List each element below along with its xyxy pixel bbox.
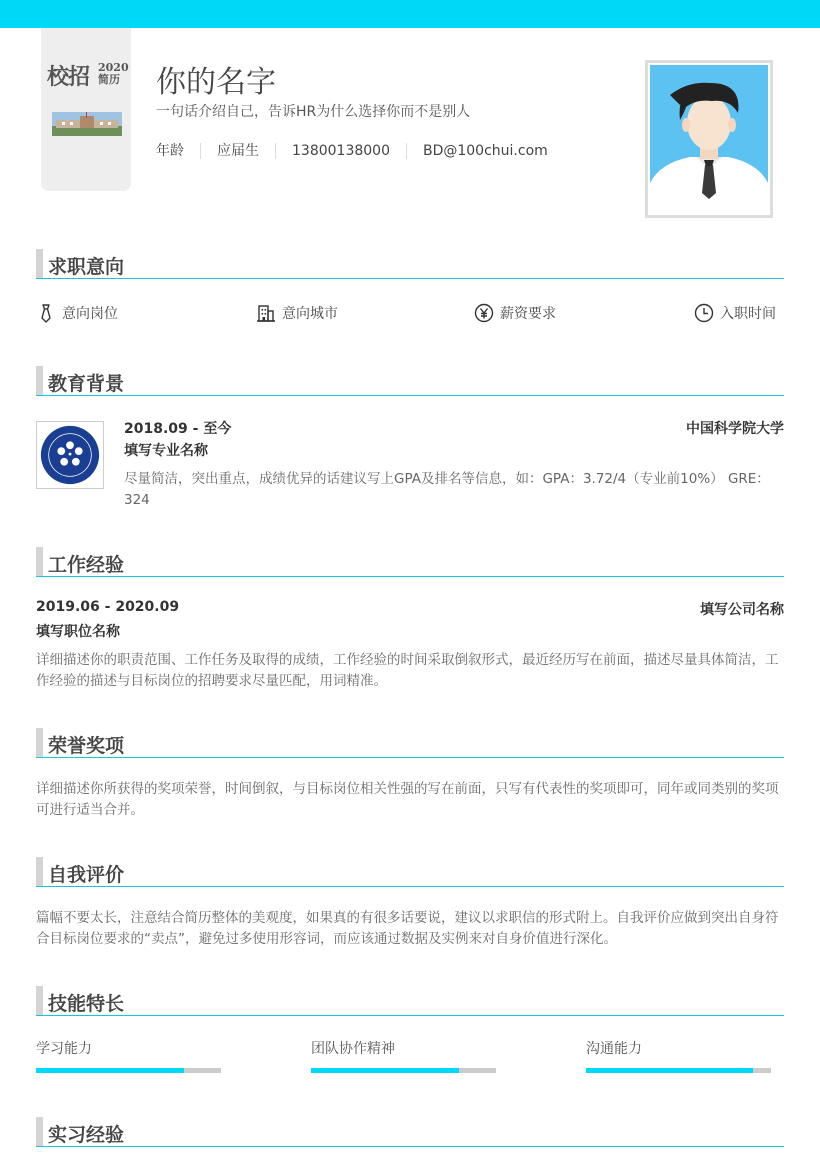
self-evaluation-description: 篇幅不要太长，注意结合简历整体的美观度，如果真的有很多话要说，建议以求职信的形式附上。自我评价应做到突出自身符合目标岗位要求的“卖点”，避免过多使用形容词，而应该通过数据及实例来对自身价值进行深化。 xyxy=(36,910,779,947)
skill-label: 团队协作精神 xyxy=(311,1041,395,1057)
contact-info-row xyxy=(156,143,564,159)
work-period: 2019.06 - 2020.09 xyxy=(36,599,180,615)
skill-bar xyxy=(586,1068,771,1073)
intent-salary-label: 薪资要求 xyxy=(500,306,556,322)
intent-position-label: 意向岗位 xyxy=(62,306,118,322)
info-status: 应届生 xyxy=(200,143,275,159)
section-marker xyxy=(36,366,43,395)
work-position: 填写职位名称 xyxy=(36,624,120,640)
section-heading: 技能特长 xyxy=(48,993,125,1015)
candidate-name: 你的名字 xyxy=(156,65,276,100)
skill-label: 沟通能力 xyxy=(586,1041,642,1057)
section-marker xyxy=(36,249,43,278)
info-email: BD@100chui.com xyxy=(406,143,564,159)
skill-bar-fill xyxy=(586,1068,753,1073)
skill-bar xyxy=(311,1068,496,1073)
university-logo xyxy=(36,421,104,489)
education-major: 填写专业名称 xyxy=(124,443,208,459)
candidate-intro: 一句话介绍自己，告诉HR为什么选择你而不是别人 xyxy=(156,104,471,120)
info-age: 年龄 xyxy=(156,143,184,159)
work-description: 详细描述你的职责范围、工作任务及取得的成绩，工作经验的时间采取倒叙形式，最近经历写在前面，描述尽量具体简洁，工作经验的描述与目标岗位的招聘要求尽量匹配，用词精准。 xyxy=(36,652,779,689)
badge-logo-side xyxy=(98,62,128,86)
section-title-internship xyxy=(36,1117,784,1147)
section-heading: 工作经验 xyxy=(48,554,125,576)
intent-salary xyxy=(474,303,556,323)
section-title-education xyxy=(36,366,784,396)
section-title-honors xyxy=(36,728,784,758)
badge-logo-sub: 简历 xyxy=(98,73,120,86)
skill-label: 学习能力 xyxy=(36,1041,92,1057)
profile-photo xyxy=(645,60,773,218)
section-title-skills xyxy=(36,986,784,1016)
skill-bar-fill xyxy=(36,1068,184,1073)
top-accent-bar xyxy=(0,0,820,28)
intent-city-label: 意向城市 xyxy=(282,306,338,322)
section-marker xyxy=(36,1117,43,1146)
intent-start-date xyxy=(694,303,776,323)
section-title-work xyxy=(36,547,784,577)
skill-bar xyxy=(36,1068,221,1073)
school-recruit-badge xyxy=(41,28,131,191)
info-phone: 13800138000 xyxy=(275,143,406,159)
intent-city xyxy=(256,303,338,323)
section-heading: 自我评价 xyxy=(48,864,125,886)
section-marker xyxy=(36,728,43,757)
work-company: 填写公司名称 xyxy=(700,602,784,618)
building-icon xyxy=(256,303,276,323)
education-description: 尽量简洁，突出重点，成绩优异的话建议写上GPA及排名等信息，如：GPA：3.72/4（专业前10%） GRE：324 xyxy=(124,471,770,508)
section-marker xyxy=(36,986,43,1015)
yen-icon xyxy=(474,303,494,323)
section-heading: 荣誉奖项 xyxy=(48,735,125,757)
section-marker xyxy=(36,857,43,886)
section-title-self-evaluation xyxy=(36,857,784,887)
intent-start-date-label: 入职时间 xyxy=(720,306,776,322)
badge-logo-main: 校招 xyxy=(47,64,90,90)
intent-position xyxy=(36,303,118,323)
section-marker xyxy=(36,547,43,576)
badge-logo-year: 2020 xyxy=(98,61,129,74)
section-heading: 求职意向 xyxy=(48,256,125,278)
education-period: 2018.09 - 至今 xyxy=(124,421,232,437)
clock-icon xyxy=(694,303,714,323)
education-school: 中国科学院大学 xyxy=(686,421,784,437)
honors-description: 详细描述你所获得的奖项荣誉，时间倒叙，与目标岗位相关性强的写在前面，只写有代表性的奖项即可，同年或同类别的奖项可进行适当合并。 xyxy=(36,781,779,818)
section-title-intent xyxy=(36,249,784,279)
avatar-illustration xyxy=(650,65,768,213)
tie-icon xyxy=(36,303,56,323)
campus-photo xyxy=(52,112,122,136)
section-heading: 实习经验 xyxy=(48,1124,125,1146)
section-heading: 教育背景 xyxy=(48,373,125,395)
skill-bar-fill xyxy=(311,1068,459,1073)
